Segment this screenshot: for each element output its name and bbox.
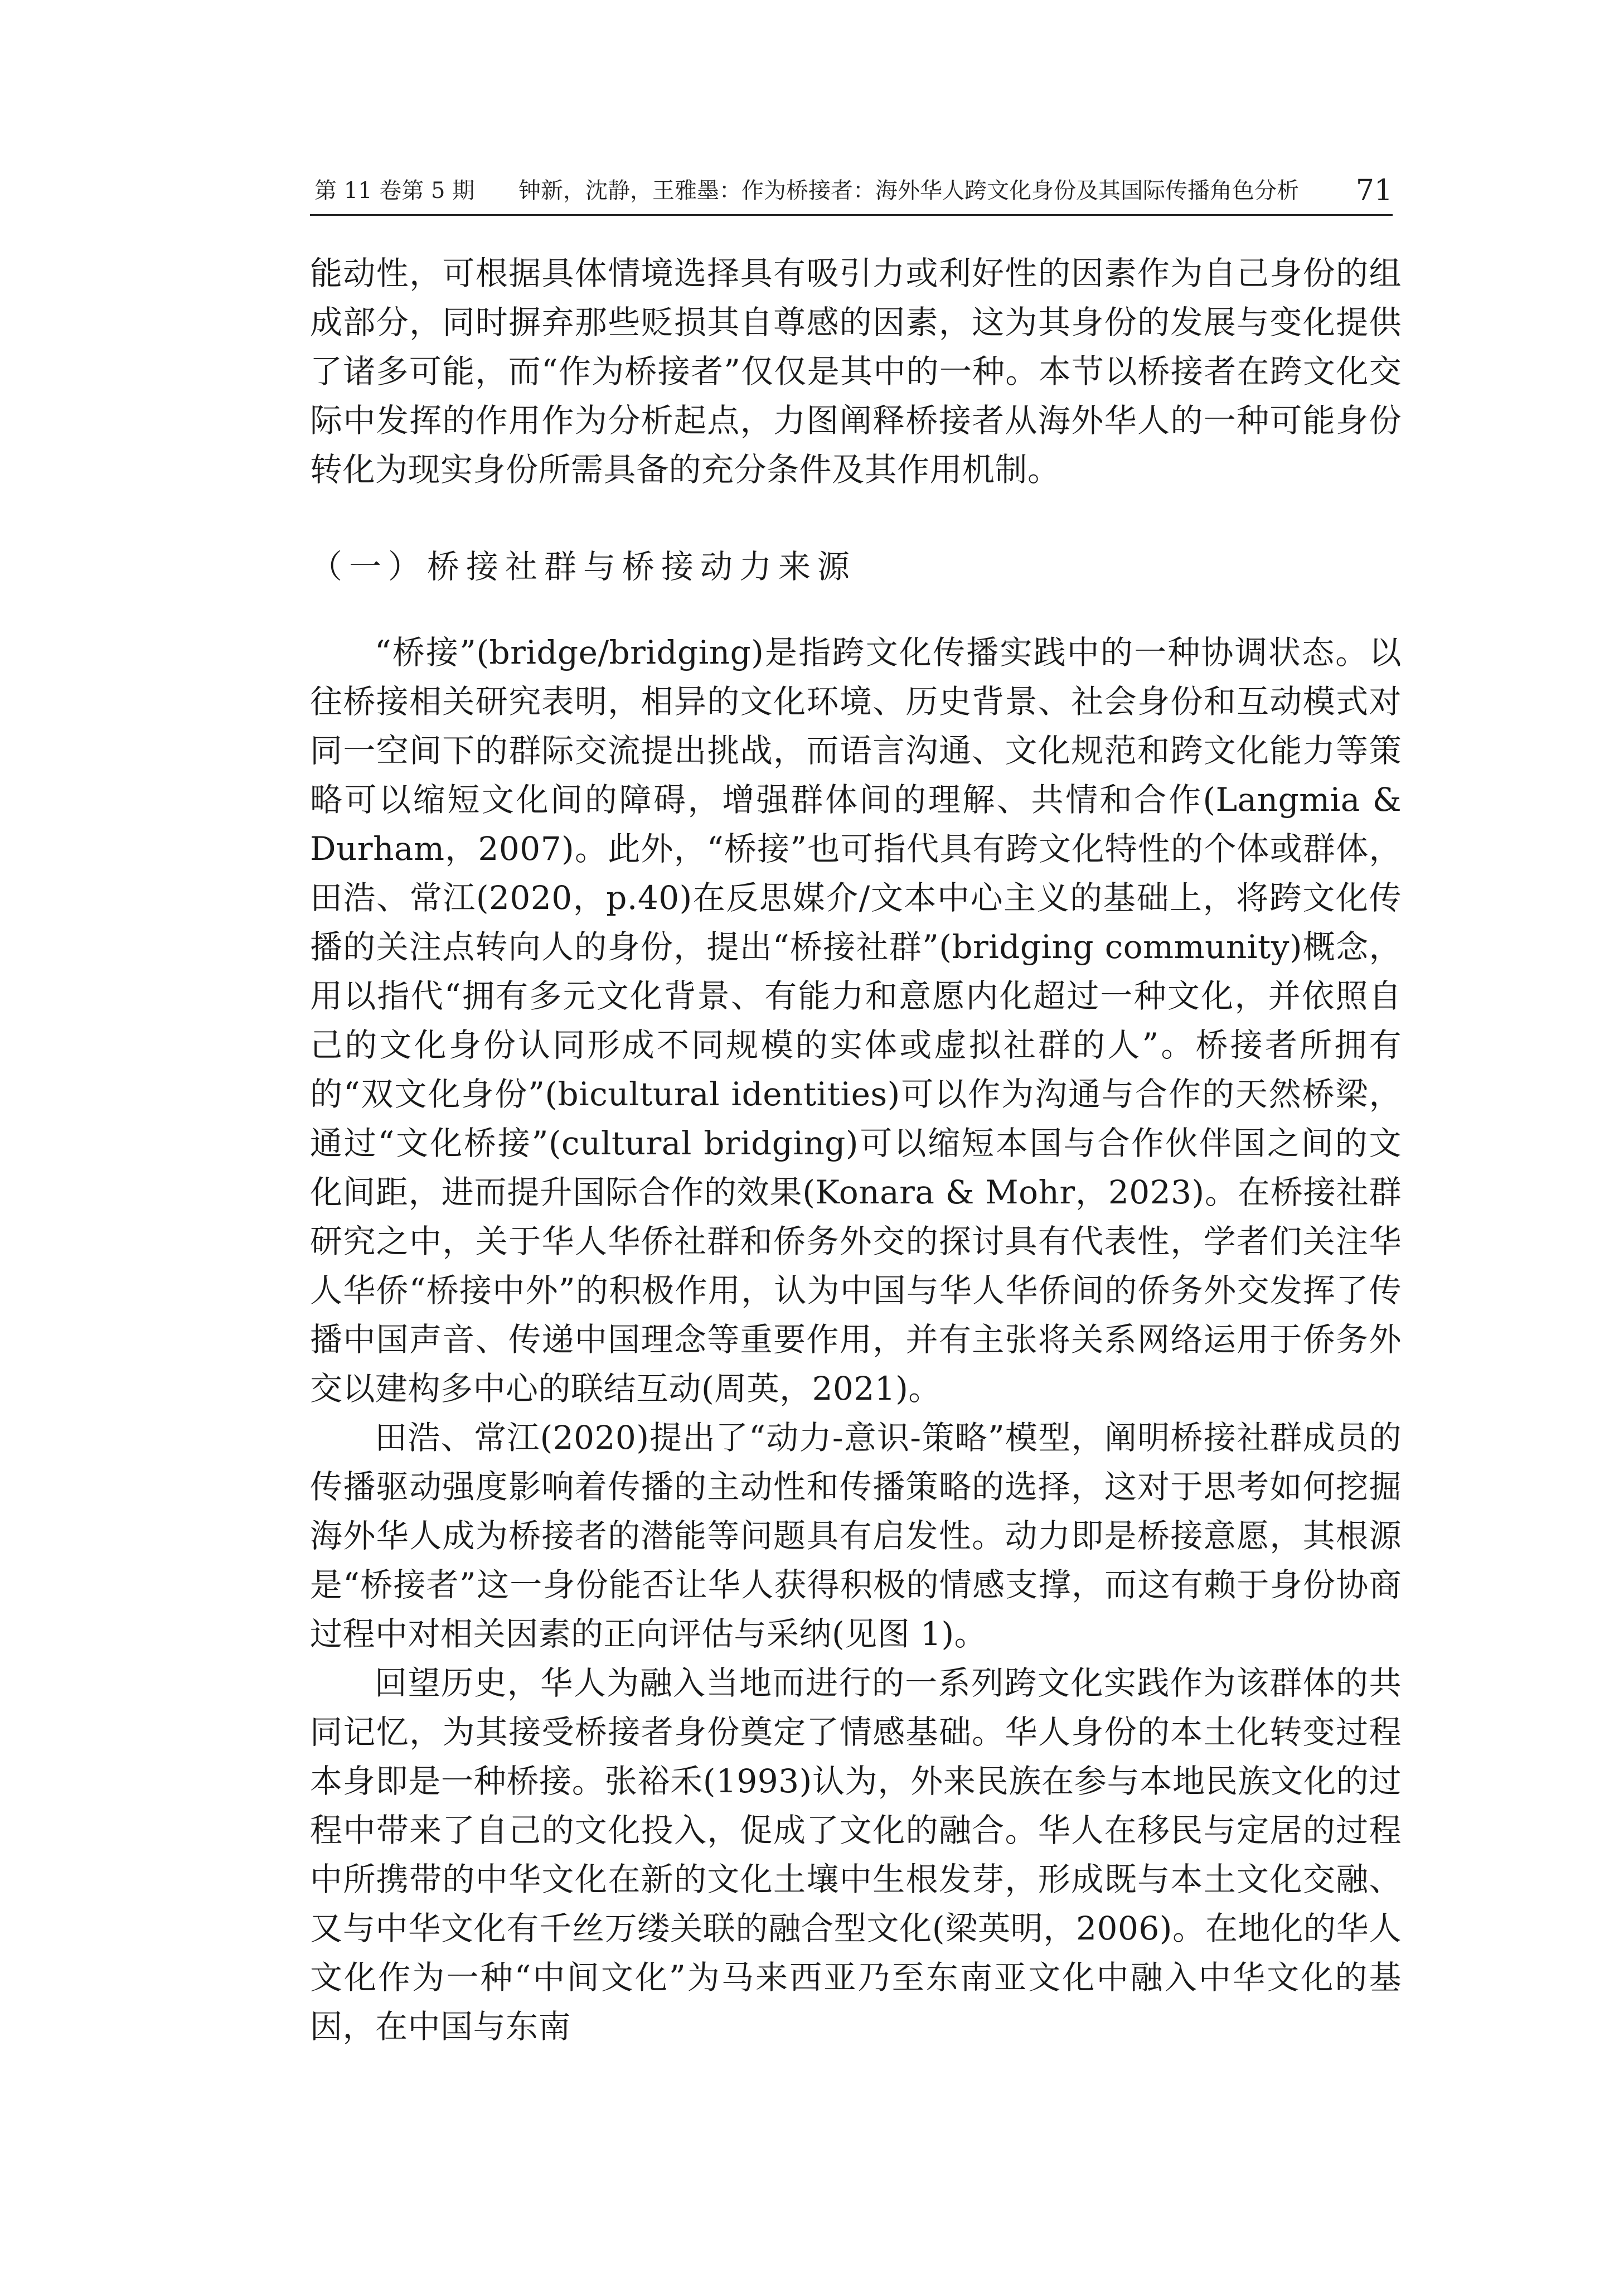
running-header xyxy=(310,167,1393,216)
section-body xyxy=(310,628,1402,2051)
body-paragraph-2: 田浩、常江(2020)提出了“动力-意识-策略”模型，阐明桥接社群成员的传播驱动强度影响着传播的主动性和传播策略的选择，这对于思考如何挖掘海外华人成为桥接者的潜能等问题具有启发性。动力即是桥接意愿，其根源是“桥接者”这一身份能否让华人获得积极的情感支撑，而这有赖于身份协商过程中对相关因素的正向评估与采纳(见图 1)。 xyxy=(310,1419,1402,1653)
article-running-title: 钟新，沈静，王雅墨：作为桥接者：海外华人跨文化身份及其国际传播角色分析 xyxy=(518,178,1299,204)
journal-issue: 第 11 卷第 5 期 xyxy=(314,178,475,204)
body-paragraph-3: 回望历史，华人为融入当地而进行的一系列跨文化实践作为该群体的共同记忆，为其接受桥接者身份奠定了情感基础。华人身份的本土化转变过程本身即是一种桥接。张裕禾(1993)认为，外来民族在参与本地民族文化的过程中带来了自己的文化投入，促成了文化的融合。华人在移民与定居的过程中所携带的中华文化在新的文化土壤中生根发芽，形成既与本土文化交融、又与中华文化有千丝万缕关联的融合型文化(梁英明，2006)。在地化的华人文化作为一种“中间文化”为马来西亚乃至东南亚文化中融入中华文化的基因，在中国与东南 xyxy=(310,1664,1402,2045)
intro-paragraph: 能动性，可根据具体情境选择具有吸引力或利好性的因素作为自己身份的组成部分，同时摒弃那些贬损其自尊感的因素，这为其身份的发展与变化提供了诸多可能，而“作为桥接者”仅仅是其中的一种。本节以桥接者在跨文化交际中发挥的作用作为分析起点，力图阐释桥接者从海外华人的一种可能身份转化为现实身份所需具备的充分条件及其作用机制。 xyxy=(310,254,1402,488)
page-number: 71 xyxy=(1355,174,1393,207)
intro-paragraph-block xyxy=(310,249,1402,494)
section-heading: （一）桥接社群与桥接动力来源 xyxy=(310,548,857,586)
body-paragraph-1: “桥接”(bridge/bridging)是指跨文化传播实践中的一种协调状态。以往桥接相关研究表明，相异的文化环境、历史背景、社会身份和互动模式对同一空间下的群际交流提出挑战，而语言沟通、文化规范和跨文化能力等策略可以缩短文化间的障碍，增强群体间的理解、共情和合作(Langmia & Durham，2007)。此外，“桥接”也可指代具有跨文化特性的个体或群体，田浩、常江(2020，p.40)在反思媒介/文本中心主义的基础上，将跨文化传播的关注点转向人的身份，提出“桥接社群”(bridging community)概念，用以指代“拥有多元文化背景、有能力和意愿内化超过一种文化，并依照自己的文化身份认同形成不同规模的实体或虚拟社群的人”。桥接者所拥有的“双文化身份”(bicultural identities)可以作为沟通与合作的天然桥梁，通过“文化桥接”(cultural bridging)可以缩短本国与合作伙伴国之间的文化间距，进而提升国际合作的效果(Konara & Mohr，2023)。在桥接社群研究之中，关于华人华侨社群和侨务外交的探讨具有代表性，学者们关注华人华侨“桥接中外”的积极作用，认为中国与华人华侨间的侨务外交发挥了传播中国声音、传递中国理念等重要作用，并有主张将关系网络运用于侨务外交以建构多中心的联结互动(周英，2021)。 xyxy=(310,633,1402,1407)
